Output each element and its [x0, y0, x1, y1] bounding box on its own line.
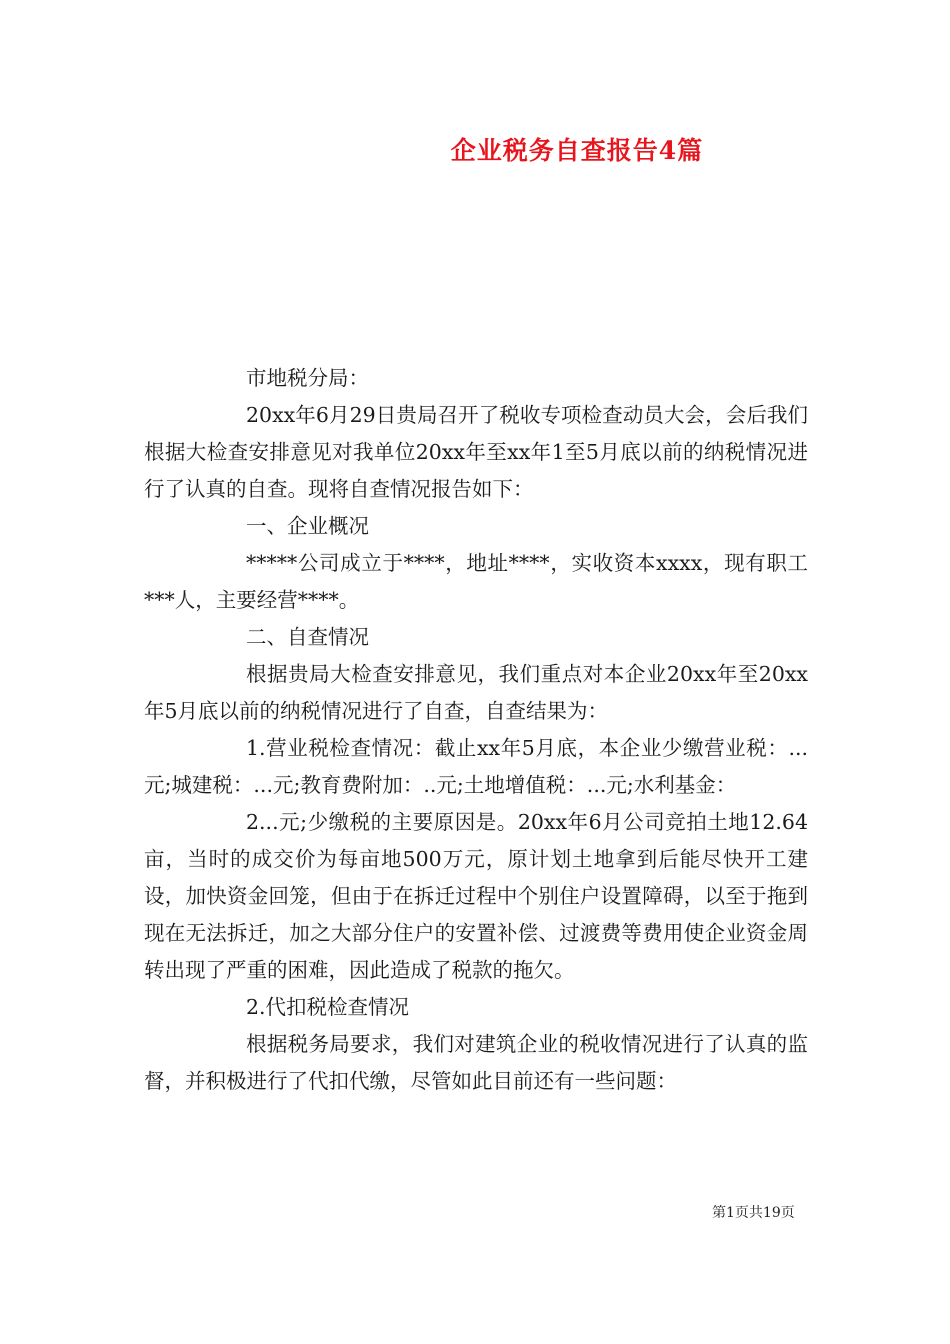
subheading-withholding: 2.代扣税检查情况: [246, 995, 410, 1019]
paragraph-withholding: 根据税务局要求，我们对建筑企业的税收情况进行了认真的监督，并积极进行了代扣代缴，尽管如此目前还有一些问题：: [144, 1032, 808, 1093]
paragraph-underpayment-reason: 2...元;少缴税的主要原因是。20xx年6月公司竞拍土地12.64亩，当时的成交价为每亩地500万元，原计划土地拿到后能尽快开工建设，加快资金回笼，但由于在拆迁过程中个别住户设置障碍，以至于拖到现在无法拆迁，加之大部分住户的安置补偿、过渡费等费用使企业资金周转出现了严重的困难，因此造成了税款的拖欠。: [144, 810, 808, 982]
document-title: 企业税务自查报告4篇: [450, 136, 704, 165]
section-heading-overview: 一、企业概况: [246, 514, 369, 538]
paragraph-intro: 20xx年6月29日贵局召开了税收专项检查动员大会，会后我们根据大检查安排意见对我单位20xx年至xx年1至5月底以前的纳税情况进行了认真的自查。现将自查情况报告如下：: [144, 403, 808, 501]
salutation: 市地税分局：: [246, 366, 369, 390]
paragraph-overview: *****公司成立于****，地址****，实收资本xxxx，现有职工***人，主要经营****。: [144, 551, 808, 612]
paragraph-business-tax: 1.营业税检查情况：截止xx年5月底，本企业少缴营业税：...元;城建税：...元;教育费附加：..元;土地增值税：...元;水利基金：: [144, 736, 808, 797]
paragraph-self-check: 根据贵局大检查安排意见，我们重点对本企业20xx年至20xx年5月底以前的纳税情况进行了自查，自查结果为：: [144, 662, 808, 723]
page-number-footer: 第1页共19页: [712, 1205, 795, 1221]
document-body: [144, 360, 808, 1100]
section-heading-self-check: 二、自查情况: [246, 625, 369, 649]
